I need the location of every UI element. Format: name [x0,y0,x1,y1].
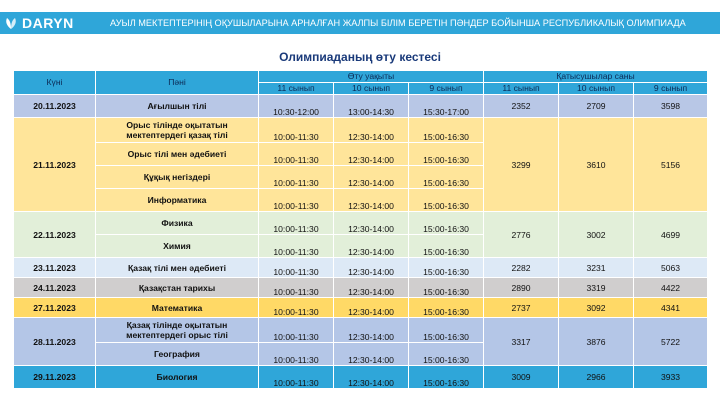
count-cell: 5156 [634,118,708,212]
date-cell: 20.11.2023 [14,95,96,118]
count-cell: 2776 [484,212,559,258]
subject-cell: Математика [96,298,259,318]
date-cell: 23.11.2023 [14,258,96,278]
count-cell: 2890 [484,278,559,298]
time-cell: 10:00-11:30 [259,343,334,366]
count-cell: 4699 [634,212,708,258]
time-cell: 12:30-14:00 [334,298,409,318]
time-cell: 10:00-11:30 [259,166,334,189]
subject-cell: Орыс тілі мен әдебиеті [96,143,259,166]
count-cell: 2966 [559,366,634,389]
subject-cell: Қазақ тілі мен әдебиеті [96,258,259,278]
page-title: Олимпиаданың өту кестесі [279,50,441,64]
subject-cell: География [96,343,259,366]
time-cell: 12:30-14:00 [334,318,409,343]
count-cell: 2737 [484,298,559,318]
time-cell: 15:00-16:30 [409,212,484,235]
count-cell: 2352 [484,95,559,118]
time-cell: 15:00-16:30 [409,235,484,258]
daryn-logo [4,12,94,34]
subject-cell: Қазақстан тарихы [96,278,259,298]
time-cell: 10:00-11:30 [259,258,334,278]
time-cell: 15:00-16:30 [409,189,484,212]
time-cell: 15:00-16:30 [409,298,484,318]
grade-header: 10 сынып [559,83,634,95]
count-cell: 4422 [634,278,708,298]
table-row [14,298,708,318]
time-cell: 12:30-14:00 [334,278,409,298]
date-cell: 29.11.2023 [14,366,96,389]
time-group-header: Өту уақыты [259,71,484,83]
count-cell: 3092 [559,298,634,318]
time-cell: 10:00-11:30 [259,235,334,258]
subject-cell: Құқық негіздері [96,166,259,189]
time-cell: 12:30-14:00 [334,343,409,366]
time-cell: 15:00-16:30 [409,118,484,143]
date-cell: 27.11.2023 [14,298,96,318]
count-cell: 3009 [484,366,559,389]
date-cell: 22.11.2023 [14,212,96,258]
time-cell: 12:30-14:00 [334,143,409,166]
time-cell: 10:00-11:30 [259,366,334,389]
header-row [14,71,708,83]
time-cell: 10:00-11:30 [259,212,334,235]
count-cell: 3299 [484,118,559,212]
count-cell: 3002 [559,212,634,258]
count-cell: 3231 [559,258,634,278]
count-cell: 5722 [634,318,708,366]
col-day-header: Күні [14,71,96,95]
time-cell: 15:00-16:30 [409,258,484,278]
time-cell: 10:00-11:30 [259,118,334,143]
time-cell: 10:30-12:00 [259,95,334,118]
subject-cell: Биология [96,366,259,389]
count-cell: 2282 [484,258,559,278]
header-title: АУЫЛ МЕКТЕПТЕРІНІҢ ОҚУШЫЛАРЫНА АРНАЛҒАН ЖАЛПЫ БІЛІМ БЕРЕТІН ПӘНДЕР БОЙЫНША РЕСПУБЛИКАЛЫҚ ОЛИМПИАДА [110,18,686,28]
grade-header: 9 сынып [634,83,708,95]
count-cell: 3317 [484,318,559,366]
time-cell: 10:00-11:30 [259,318,334,343]
time-cell: 12:30-14:00 [334,166,409,189]
grade-header: 11 сынып [484,83,559,95]
subject-cell: Информатика [96,189,259,212]
count-cell: 3933 [634,366,708,389]
time-cell: 13:00-14:30 [334,95,409,118]
time-cell: 12:30-14:00 [334,235,409,258]
count-cell: 3876 [559,318,634,366]
time-cell: 15:00-16:30 [409,366,484,389]
col-subject-header: Пәні [96,71,259,95]
grade-header: 10 сынып [334,83,409,95]
date-cell: 24.11.2023 [14,278,96,298]
subject-cell: Орыс тілінде оқытатын мектептердегі қазақ тілі [96,118,259,143]
count-cell: 4341 [634,298,708,318]
time-cell: 12:30-14:00 [334,366,409,389]
time-cell: 15:00-16:30 [409,343,484,366]
time-cell: 10:00-11:30 [259,189,334,212]
time-cell: 15:00-16:30 [409,143,484,166]
time-cell: 10:00-11:30 [259,298,334,318]
time-cell: 15:30-17:00 [409,95,484,118]
time-cell: 10:00-11:30 [259,278,334,298]
subject-cell: Қазақ тілінде оқытатын мектептердегі орыс тілі [96,318,259,343]
header-banner [0,0,720,44]
grade-header: 11 сынып [259,83,334,95]
time-cell: 12:30-14:00 [334,258,409,278]
count-cell: 3319 [559,278,634,298]
grade-header: 9 сынып [409,83,484,95]
date-cell: 21.11.2023 [14,118,96,212]
time-cell: 12:30-14:00 [334,189,409,212]
subject-cell: Химия [96,235,259,258]
date-cell: 28.11.2023 [14,318,96,366]
time-cell: 15:00-16:30 [409,166,484,189]
count-cell: 5063 [634,258,708,278]
table-row [14,95,708,118]
table-row [14,258,708,278]
time-cell: 15:00-16:30 [409,318,484,343]
time-cell: 12:30-14:00 [334,118,409,143]
time-cell: 15:00-16:30 [409,278,484,298]
subject-cell: Физика [96,212,259,235]
logo-text: DARYN [22,15,74,31]
table-row [14,366,708,389]
count-cell: 3610 [559,118,634,212]
table-row [14,278,708,298]
count-group-header: Қатысушылар саны [484,71,708,83]
time-cell: 10:00-11:30 [259,143,334,166]
table-row [14,118,708,143]
count-cell: 2709 [559,95,634,118]
leaf-icon [4,16,18,30]
count-cell: 3598 [634,95,708,118]
schedule-table [13,70,708,389]
subject-cell: Ағылшын тілі [96,95,259,118]
table-row [14,318,708,343]
table-row [14,212,708,235]
time-cell: 12:30-14:00 [334,212,409,235]
